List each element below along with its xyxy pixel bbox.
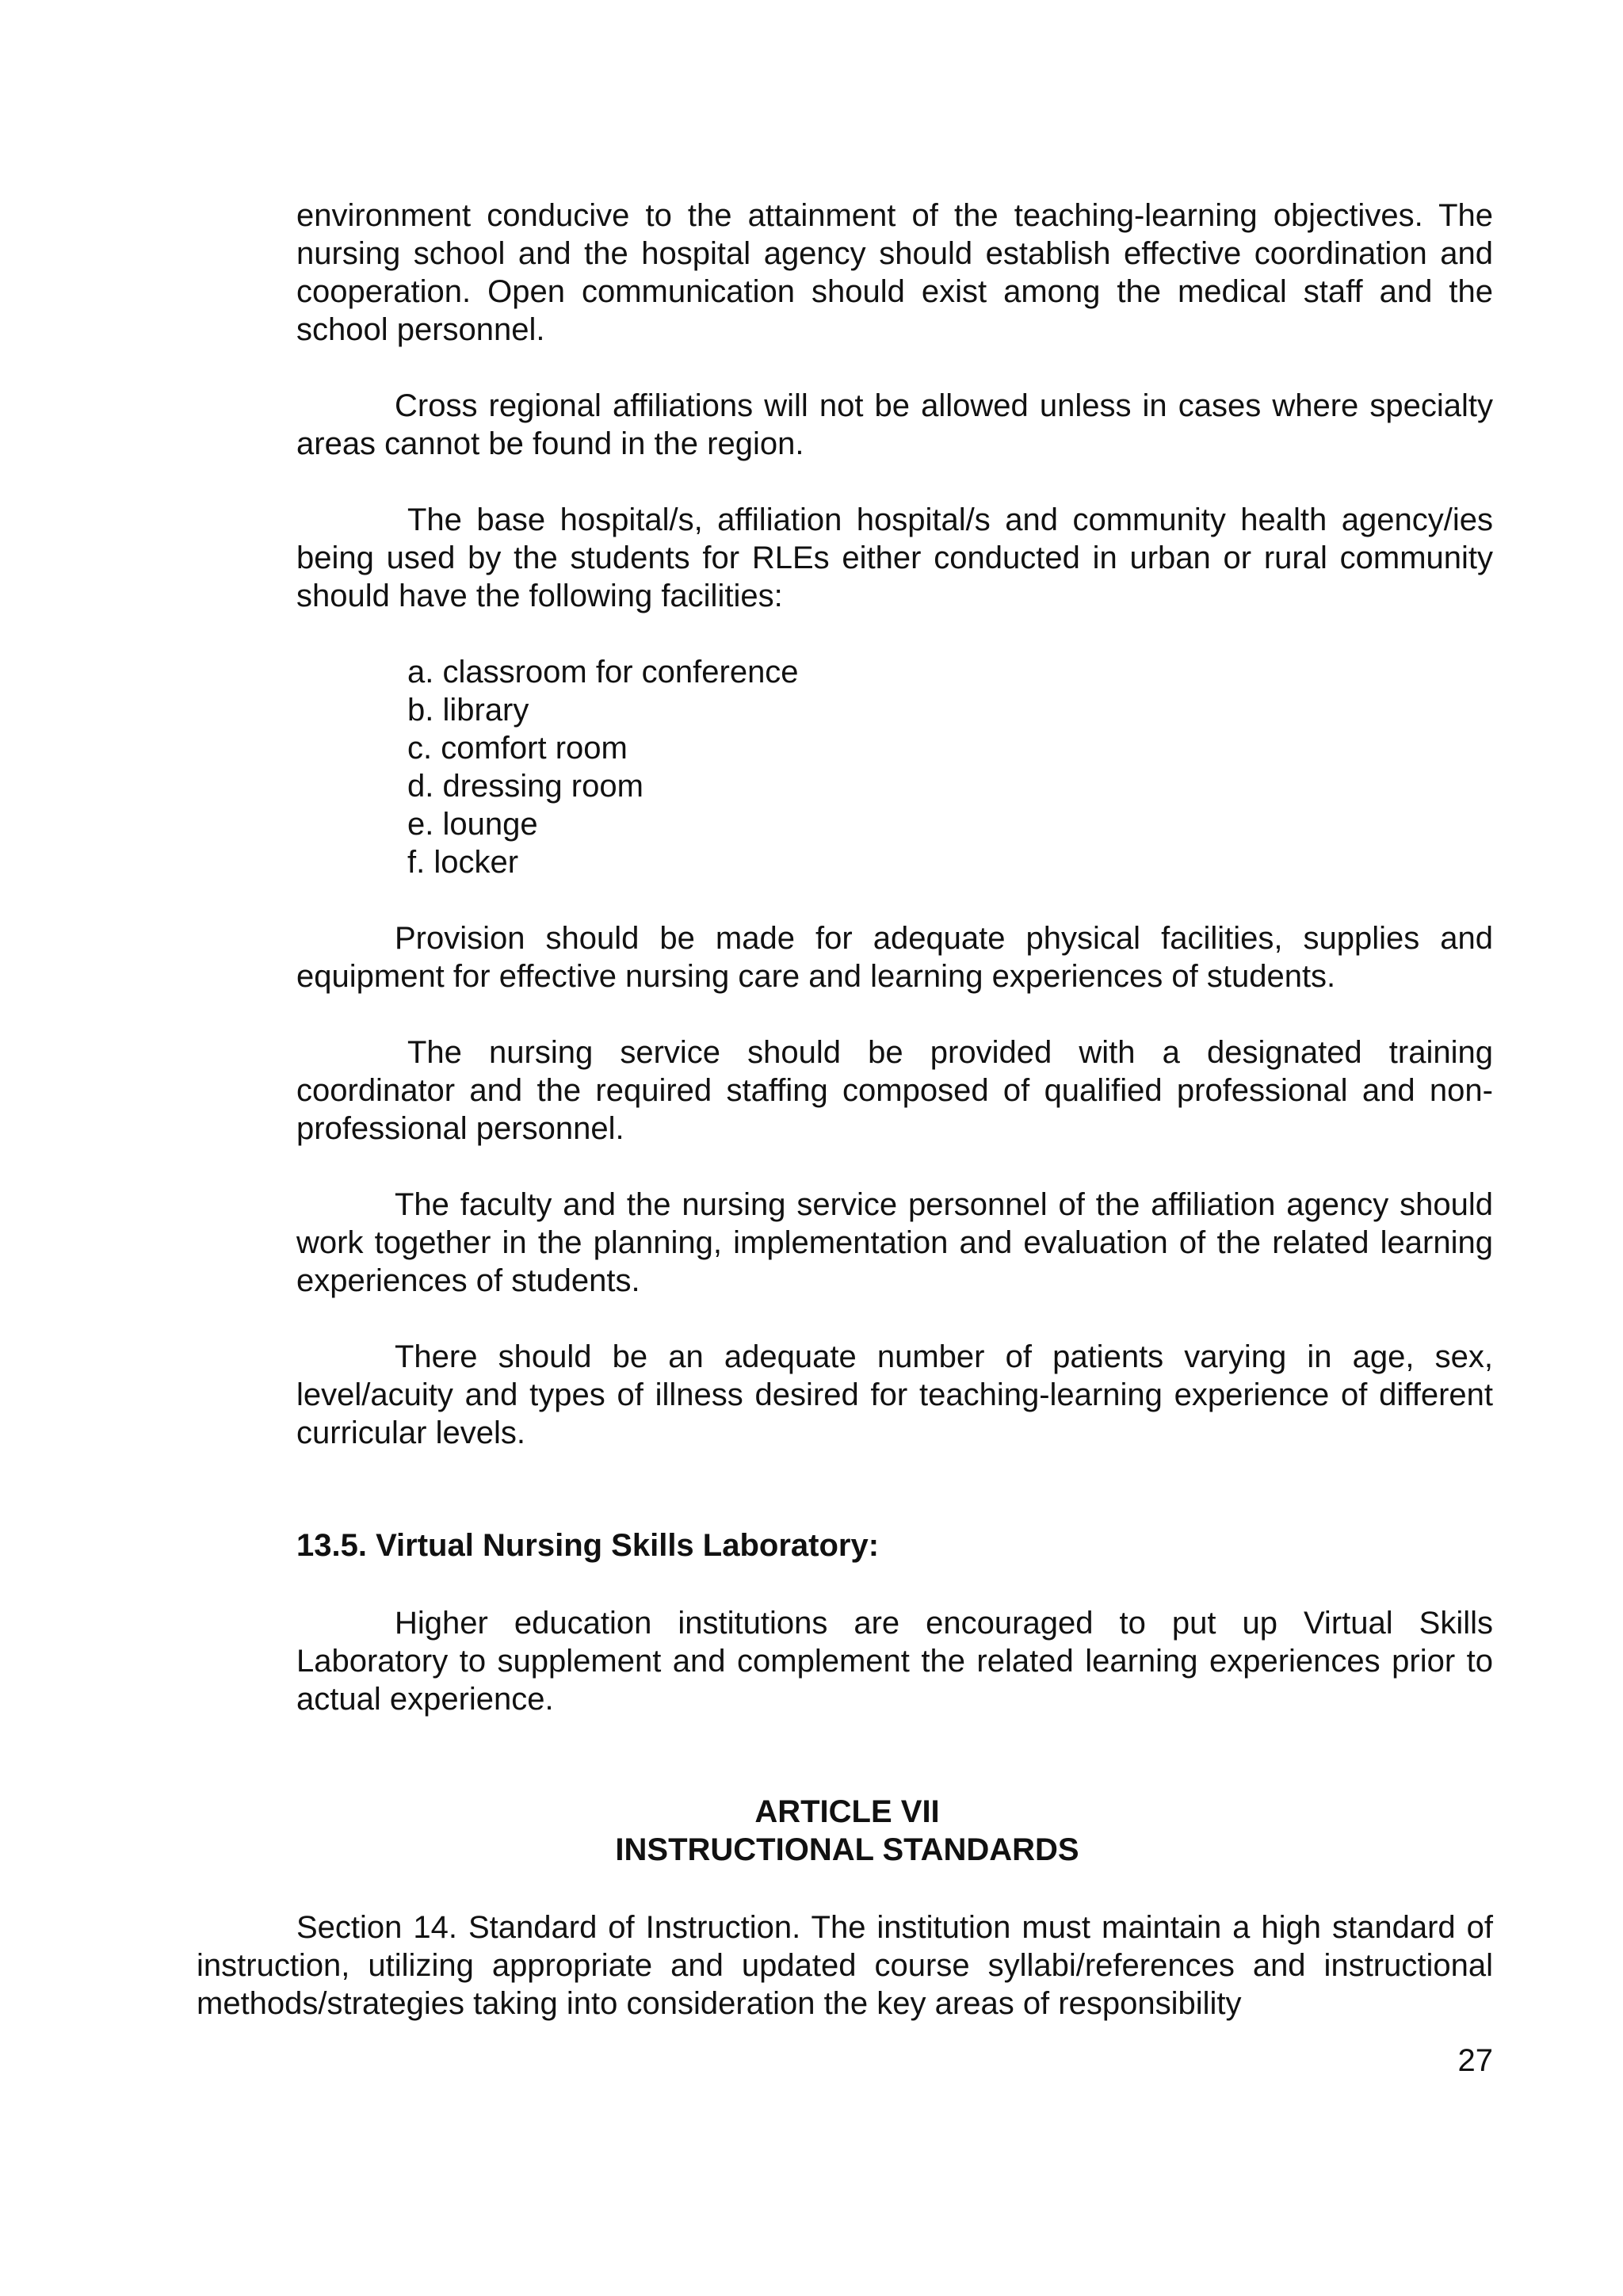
paragraph-faculty: The faculty and the nursing service personnel of the affiliation agency should work together in the planning, implementation and evaluation of the related learning experiences of students. — [296, 1187, 1493, 1298]
list-item: b. library — [407, 693, 529, 728]
page-number: 27 — [1457, 2043, 1493, 2078]
list-item: e. lounge — [407, 807, 538, 842]
paragraph-provision: Provision should be made for adequate physical facilities, supplies and equipment for effective nursing care and learning experiences of students. — [296, 921, 1493, 994]
article-number: ARTICLE VII — [754, 1794, 940, 1829]
list-item: f. locker — [407, 845, 519, 880]
paragraph-environment: environment conducive to the attainment of the teaching-learning objectives. The nursing school and the hospital agency should establish effective coordination and cooperation. Open communication should exist among the medical staff and the school personnel. — [296, 198, 1493, 347]
paragraph-base-hospital: The base hospital/s, affiliation hospital/s and community health agency/ies being used by the students for RLEs either conducted in urban or rural community should have the following facilities: — [296, 502, 1493, 613]
facilities-list — [407, 653, 1358, 881]
paragraph-section-14: Section 14. Standard of Instruction. The institution must maintain a high standard of instruction, utilizing appropriate and updated course syllabi/references and instructional methods/strategies taking into consideration the key areas of responsibility — [197, 1910, 1493, 2021]
paragraph-virtual-lab: Higher education institutions are encouraged to put up Virtual Skills Laboratory to supplement and complement the related learning experiences prior to actual experience. — [296, 1606, 1493, 1717]
list-item: d. dressing room — [407, 769, 643, 804]
list-item: c. comfort room — [407, 731, 628, 766]
paragraph-patients: There should be an adequate number of patients varying in age, sex, level/acuity and types of illness desired for teaching-learning experience of different curricular levels. — [296, 1339, 1493, 1450]
paragraph-cross-regional: Cross regional affiliations will not be allowed unless in cases where specialty areas cannot be found in the region. — [296, 388, 1493, 461]
list-item: a. classroom for conference — [407, 655, 799, 690]
section-heading: 13.5. Virtual Nursing Skills Laboratory: — [296, 1528, 880, 1563]
paragraph-nursing-service: The nursing service should be provided with a designated training coordinator and the required staffing composed of qualified professional and non-professional personnel. — [296, 1035, 1493, 1146]
article-title: INSTRUCTIONAL STANDARDS — [615, 1832, 1079, 1867]
